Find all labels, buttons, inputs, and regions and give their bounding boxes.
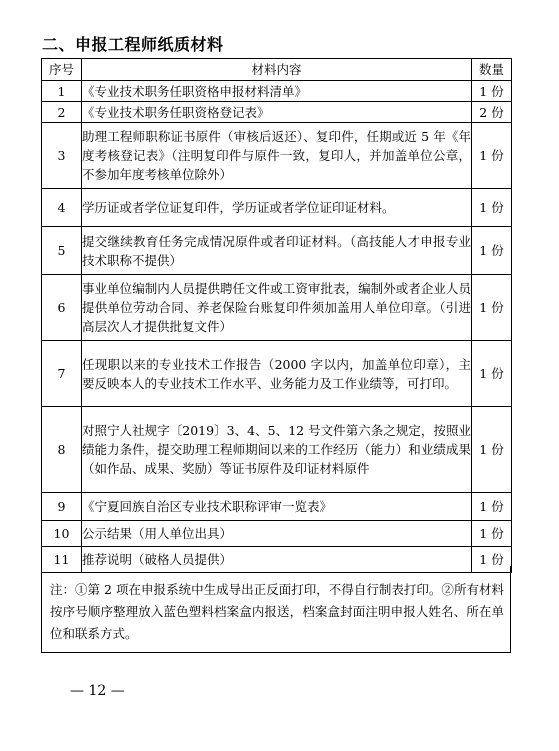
- table-row: [42, 341, 512, 407]
- table-row: [42, 227, 512, 275]
- section-title: 二、申报工程师纸质材料: [42, 35, 224, 54]
- table-row: [42, 123, 512, 189]
- row-qty: 1 份: [472, 547, 512, 573]
- materials-table: [41, 58, 512, 573]
- row-no: 4: [42, 189, 82, 227]
- row-content: 《专业技术职务任职资格登记表》: [82, 102, 472, 123]
- row-qty: 1 份: [472, 189, 512, 227]
- row-content: 事业单位编制内人员提供聘任文件或工资审批表，编制外或者企业人员提供单位劳动合同、养老保险台账复印件须加盖用人单位印章。（引进高层次人才提供批复文件）: [82, 275, 472, 341]
- row-no: 2: [42, 102, 82, 123]
- note-text: 注：①第 2 项在申报系统中生成导出正反面打印，不得自行制表打印。②所有材料按序号顺序整理放入蓝色塑料档案盒内报送，档案盒封面注明申报人姓名、所在单位和联系方式。: [50, 582, 504, 641]
- row-qty: 2 份: [472, 102, 512, 123]
- row-no: 11: [42, 547, 82, 573]
- row-qty: 1 份: [472, 493, 512, 521]
- row-no: 7: [42, 341, 82, 407]
- row-qty: 1 份: [472, 407, 512, 493]
- row-content: 推荐说明（破格人员提供）: [82, 547, 472, 573]
- row-content: 《专业技术职务任职资格申报材料清单》: [82, 81, 472, 102]
- row-qty: 1 份: [472, 275, 512, 341]
- row-qty: 1 份: [472, 341, 512, 407]
- table-row: [42, 407, 512, 493]
- row-qty: 1 份: [472, 521, 512, 547]
- row-no: 1: [42, 81, 82, 102]
- row-no: 10: [42, 521, 82, 547]
- row-content: 任现职以来的专业技术工作报告（2000 字以内，加盖单位印章），主要反映本人的专业技术工作水平、业务能力及工作业绩等，可打印。: [82, 341, 472, 407]
- table-row: [42, 189, 512, 227]
- header-content: 材料内容: [82, 59, 472, 81]
- row-no: 3: [42, 123, 82, 189]
- row-content: 助理工程师职称证书原件（审核后返还）、复印件，任期或近 5 年《年度考核登记表》（注明复印件与原件一致，复印人，并加盖单位公章，不参加年度考核单位除外）: [82, 123, 472, 189]
- header-qty: 数量: [472, 59, 512, 81]
- note-box: [41, 566, 511, 653]
- row-qty: 1 份: [472, 227, 512, 275]
- page-number: — 12 —: [70, 683, 125, 699]
- row-content: 学历证或者学位证复印件，学历证或者学位证印证材料。: [82, 189, 472, 227]
- table-row: [42, 521, 512, 547]
- row-no: 9: [42, 493, 82, 521]
- row-content: 《宁夏回族自治区专业技术职称评审一览表》: [82, 493, 472, 521]
- table-header-row: [42, 59, 512, 81]
- row-qty: 1 份: [472, 123, 512, 189]
- row-content: 提交继续教育任务完成情况原件或者印证材料。（高技能人才申报专业技术职称不提供）: [82, 227, 472, 275]
- header-no: 序号: [42, 59, 82, 81]
- row-no: 5: [42, 227, 82, 275]
- row-no: 8: [42, 407, 82, 493]
- row-qty: 1 份: [472, 81, 512, 102]
- table-row: [42, 493, 512, 521]
- row-content: 公示结果（用人单位出具）: [82, 521, 472, 547]
- table-row: [42, 275, 512, 341]
- row-content: 对照宁人社规字〔2019〕3、4、5、12 号文件第六条之规定，按照业绩能力条件，提交助理工程师期间以来的工作经历（能力）和业绩成果（如作品、成果、奖励）等证书原件及印证材料原件: [82, 407, 472, 493]
- table-row: [42, 81, 512, 102]
- table-row: [42, 102, 512, 123]
- row-no: 6: [42, 275, 82, 341]
